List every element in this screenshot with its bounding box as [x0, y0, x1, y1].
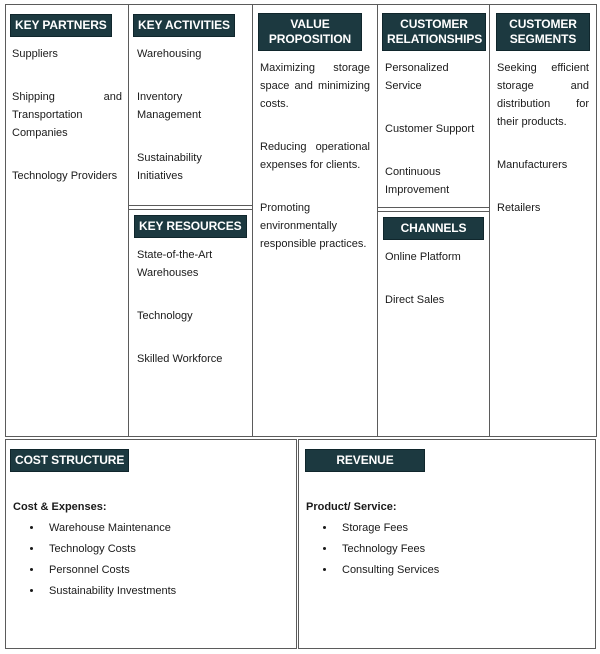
list-item: Continuous Improvement — [385, 166, 450, 196]
bullet-item: • Technology Fees — [336, 540, 595, 558]
panel-title-channels: CHANNELS — [383, 217, 484, 240]
list-item: Inventory Management — [137, 91, 202, 121]
panel-title-key-resources: KEY RESOURCES — [134, 215, 247, 238]
list-item: Personalized Service — [385, 62, 449, 92]
panel-title-cost-structure: COST STRUCTURE — [10, 449, 129, 472]
panel-title-customer-segments: CUSTOMER SEGMENTS — [496, 13, 590, 51]
panel-key-resources — [128, 209, 253, 437]
panel-key-partners — [5, 4, 129, 437]
list-item: Manufacturers — [497, 159, 568, 171]
list-item: Reducing operational expenses for clients. — [260, 141, 370, 171]
list-item: Shipping and Transportation Companies — [12, 91, 122, 139]
list-item: Maximizing storage space and minimizing costs. — [260, 62, 370, 110]
bullet-item: • Warehouse Maintenance — [43, 519, 296, 537]
panel-body-channels — [378, 248, 489, 309]
list-item: Warehousing — [137, 48, 202, 60]
list-item: Technology Providers — [12, 170, 118, 182]
list-item: Direct Sales — [385, 294, 445, 306]
panel-body-key-partners — [6, 45, 128, 185]
panel-title-key-partners: KEY PARTNERS — [10, 14, 112, 37]
list-item: Skilled Workforce — [137, 353, 223, 365]
panel-channels — [377, 211, 490, 437]
list-item: Sustainability Initiatives — [137, 152, 202, 182]
panel-customer-segments — [489, 4, 597, 437]
bullet-item: • Consulting Services — [336, 561, 595, 579]
panel-key-activities — [128, 4, 253, 206]
list-item: Retailers — [497, 202, 541, 214]
revenue-list — [299, 519, 595, 579]
bullet-item: • Technology Costs — [43, 540, 296, 558]
list-item: Suppliers — [12, 48, 58, 60]
list-item: State-of-the-Art Warehouses — [137, 249, 213, 279]
list-item: Promoting environmentally responsible practices. — [260, 202, 367, 250]
panel-body-key-activities — [129, 45, 252, 185]
list-item: Seeking efficient storage and distribution for their products. — [497, 62, 589, 128]
panel-title-revenue: REVENUE — [305, 449, 425, 472]
panel-value-proposition — [252, 4, 378, 437]
panel-title-customer-relationships: CUSTOMER RELATIONSHIPS — [382, 13, 486, 51]
bullet-item: • Sustainability Investments — [43, 582, 296, 600]
panel-title-value-proposition: VALUE PROPOSITION — [258, 13, 362, 51]
cost-structure-heading: Cost & Expenses: — [13, 501, 107, 513]
panel-body-customer-relationships — [378, 59, 489, 199]
panel-body-key-resources — [129, 246, 252, 368]
cost-structure-list — [6, 519, 296, 600]
list-item: Customer Support — [385, 123, 475, 135]
panel-customer-relationships — [377, 4, 490, 208]
list-item: Technology — [137, 310, 193, 322]
panel-body-customer-segments — [490, 59, 596, 217]
panel-title-key-activities: KEY ACTIVITIES — [133, 14, 235, 37]
revenue-heading: Product/ Service: — [306, 501, 397, 513]
panel-cost-structure — [5, 439, 297, 649]
list-item: Online Platform — [385, 251, 461, 263]
panel-revenue — [298, 439, 596, 649]
bullet-item: • Personnel Costs — [43, 561, 296, 579]
panel-body-value-proposition — [253, 59, 377, 253]
bullet-item: • Storage Fees — [336, 519, 595, 537]
